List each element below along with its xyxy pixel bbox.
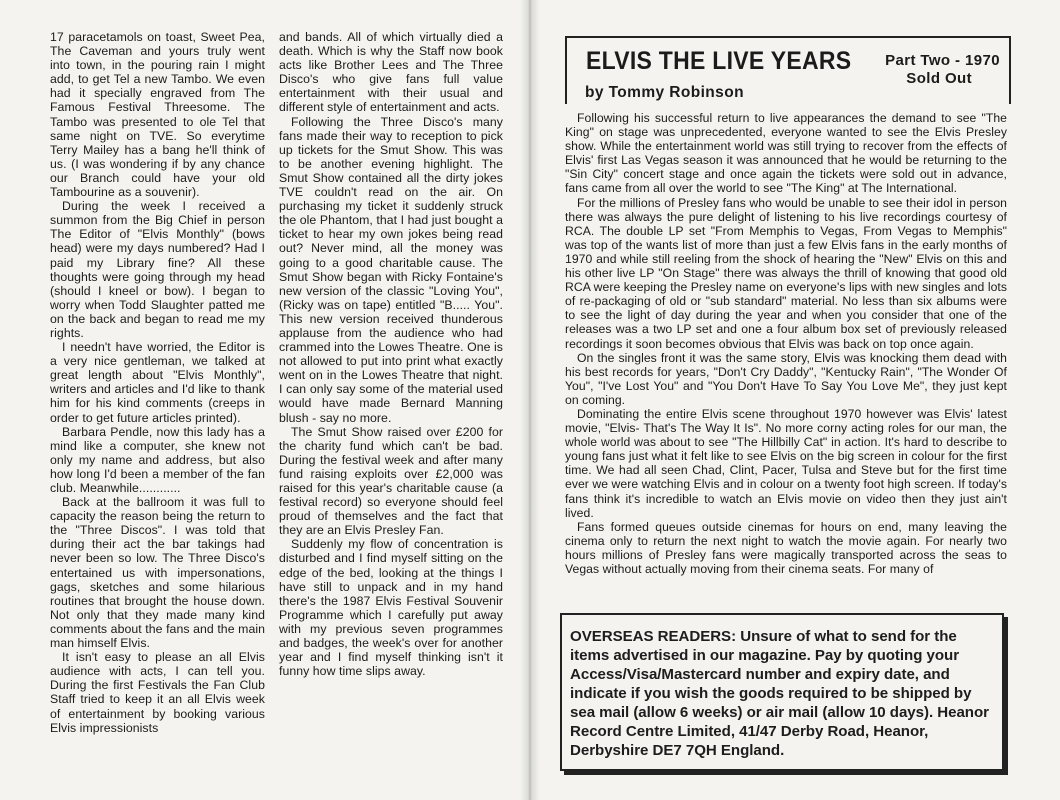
article-body bbox=[565, 111, 1007, 576]
paragraph: Fans formed queues outside cinemas for hours on end, many leaving the cinema only to return the next night to watch the movie again. For nearly two hours millions of Presley fans were magically transported across the seas to Vegas without actually moving from their cinema seats. For many of bbox=[565, 519, 1007, 576]
paragraph: 17 paracetamols on toast, Sweet Pea, The Caveman and yours truly went into town, in the pouring rain I might add, to get Tel a new Tambo. We even had it specially engraved from The Famous Festival Threesome. The Tambo was presented to ole Tel that same night on TVE. So everytime Terry Mailey has a bang he'll think of us. (I was wondering if by any chance our Branch could have your old Tambourine as a souvenir). bbox=[50, 30, 265, 200]
paragraph: On the singles front it was the same story, Elvis was knocking them dead with his best records for years, "Don't Cry Daddy", "Kentucky Rain", "The Wonder Of You", "I've Lost You" and "You Don't Have To Say You Love Me", they just kept on coming. bbox=[565, 350, 1007, 407]
paragraph: For the millions of Presley fans who would be unable to see their idol in person there was always the pure delight of listening to his live recordings courtesy of RCA. The double LP set "From Memphis to Vegas, From Vegas to Memphis" was top of the wants list of more than just a few Elvis fans in the early months of 1970 and while still reeling from the shock of hearing the "New" Elvis on this and his other live LP "On Stage" there was always the thrill of knowing that good old RCA were keeping the Presley name on everyone's lips with new singles and lots of re-packaging of old or "sub standard" material. No less than six albums were to see the light of day during the year and when you consider that one of the releases was a two LP set and one a four album box set of previously released recordings it soon becomes obvious that Elvis was back on top once again. bbox=[565, 195, 1007, 351]
paragraph: Dominating the entire Elvis scene throughout 1970 however was Elvis' latest movie, "Elvis- That's The Way It Is". No more corny acting roles for our man, the whole world was about to see "The Hillbilly Cat" in action. It's hard to describe to young fans just what it felt like to see Elvis on the big screen in colour for the first time. We had all seen Chad, Clint, Pacer, Tulsa and Steve but for the first time ever we were watching Elvis and in colour on a twenty foot high screen. If today's fans think it's incredible to watch an Elvis movie on video then they just ain't lived. bbox=[565, 406, 1007, 520]
paragraph: Suddenly my flow of concentration is disturbed and I find myself sitting on the edge of the bed, looking at the things I have still to unpack and in my hand there's the 1987 Elvis Festival Souvenir Programme which I carefully put away with my previous seven programmes and badges, the week's over for another year and I find myself thinking isn't it funny how time slips away. bbox=[279, 537, 503, 679]
notice-text bbox=[570, 627, 996, 760]
article-byline: by Tommy Robinson bbox=[585, 84, 744, 101]
page-gutter bbox=[520, 0, 540, 800]
overseas-readers-notice bbox=[560, 613, 1004, 771]
paragraph: During the week I received a summon from the Big Chief in person The Editor of "Elvis Monthly" (bows head) were my days numbered? Had I paid my Library fine? All these thoughts were going through my head (should I kneel or bow). I began to worry when Todd Slaughter patted me on the back and began to read me my rights. bbox=[50, 199, 265, 340]
paragraph: Barbara Pendle, now this lady has a mind like a computer, she knew not only my name and address, but also how long I'd been a member of the fan club. Meanwhile............ bbox=[50, 424, 265, 495]
left-column-2 bbox=[279, 30, 503, 678]
paragraph: The Smut Show raised over £200 for the charity fund which can't be bad. During the festival week and after many fund raising exploits over £2,000 was raised for this year's charitable cause (a festival record) so everyone should feel proud of themselves and the fact that they are an Elvis Presley Fan. bbox=[279, 424, 503, 538]
notice-body: Unsure of what to send for the items advertised in our magazine. Pay by quoting your Access/Visa/Mastercard number and expiry date, and indicate if you wish the goods required to be shipped by sea mail (allow 6 weeks) or air mail (allow 10 days). Heanor Record Centre Limited, 41/47 Derby Road, Heanor, Derbyshire DE7 7QH England. bbox=[570, 628, 989, 759]
paragraph: and bands. All of which virtually died a death. Which is why the Staff now book acts like Brother Lees and The Three Disco's who give fans full value entertainment with their usual and different style of entertainment and acts. bbox=[279, 30, 503, 115]
paragraph: Back at the ballroom it was full to capacity the reason being the return to the "Three Discos". I was told that during their act the bar takings had never been so low. The Three Disco's entertained us with impersonations, gags, sketches and some hilarious routines that brought the house down. Not only that they made many kind comments about the fans and the main man himself Elvis. bbox=[50, 495, 265, 651]
paragraph: Following the Three Disco's many fans made their way to reception to pick up tickets for the Smut Show. This was to be another evening highlight. The Smut Show contained all the dirty jokes TVE couldn't read on the air. On purchasing my ticket it suddenly struck the ole Phantom, that I had just bought a ticket to hear my own jokes being read out? Never mind, all the money was going to a good charitable cause. The Smut Show began with Ricky Fontaine's new version of the classic "Loving You", (Ricky was on tape) entitled "B..... You". This new version received thunderous applause from the audience who had crammed into the Lowes Theatre. One is not allowed to put into print what exactly went on in the Lowes Theatre that night. I can only say some of the material used would have made Bernard Manning blush - say no more. bbox=[279, 114, 503, 425]
paragraph: It isn't easy to please an all Elvis audience with acts, I can tell you. During the first Festivals the Fan Club Staff tried to keep it an all Elvis week of entertainment by booking various Elvis impressionists bbox=[50, 650, 265, 735]
article-title: ELVIS THE LIVE YEARS bbox=[586, 47, 852, 75]
left-column-1 bbox=[50, 30, 265, 735]
sold-out-label: Sold Out bbox=[906, 70, 972, 87]
part-label: Part Two - 1970 bbox=[885, 52, 1000, 69]
paragraph: Following his successful return to live appearances the demand to see "The King" on stage was unprecedented, everyone wanted to see the Elvis Presley show. While the entertainment world was still trying to recover from the effects of Elvis' first Las Vegas season it was announced that he would be returning to the "Sin City" concert stage and once again the tickets were sold out in advance, fans came from all over the world to see "The King" at The International. bbox=[565, 111, 1007, 196]
paragraph: I needn't have worried, the Editor is a very nice gentleman, we talked at great length about "Elvis Monthly", writers and articles and I'd like to thank him for his kind comments (creeps in order to get future articles printed). bbox=[50, 340, 265, 425]
notice-lead: OVERSEAS READERS: bbox=[570, 628, 737, 645]
